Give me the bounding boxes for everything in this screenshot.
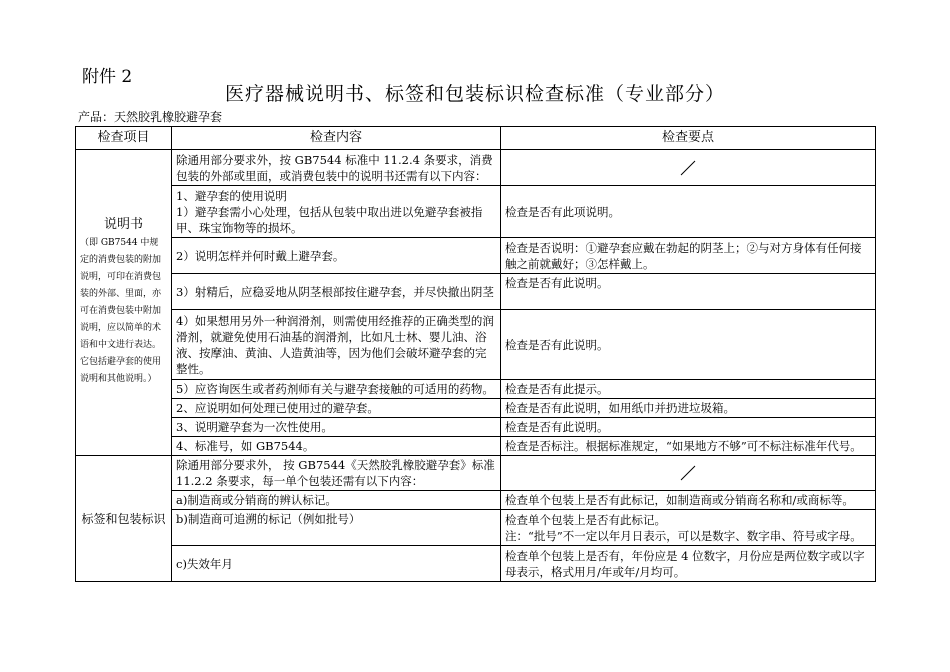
content-cell: 1、避孕套的使用说明 1）避孕套需小心处理，包括从包装中取出进以免避孕套被指甲、珠宝饰物等的损坏。: [172, 186, 501, 238]
section-item-note: （即 GB7544 中规定的消费包装的附加说明，可印在消费包装的外部、里面，亦可在消费包装中附加说明，应以简单的术语和中文进行表达。它包括避孕套的使用说明和其他说明。）: [80, 238, 162, 384]
table-header-row: [76, 127, 876, 150]
diagonal-slash-icon: [680, 465, 696, 481]
content-cell: 3、说明避孕套为一次性使用。: [172, 418, 501, 437]
table-row: [76, 238, 876, 274]
table-row: [76, 399, 876, 418]
point-cell-slash: [501, 456, 876, 491]
point-cell: 检查是否有此说明，如用纸巾并扔进垃圾箱。: [501, 399, 876, 418]
attachment-label: 附件 2: [82, 67, 133, 87]
section-item-manual: [76, 150, 172, 456]
content-cell: 4、标准号，如 GB7544。: [172, 437, 501, 456]
content-cell: 2）说明怎样并何时戴上避孕套。: [172, 238, 501, 274]
content-cell: 3）射精后，应稳妥地从阴茎根部按住避孕套，并尽快撤出阴茎: [172, 274, 501, 310]
table-row: [76, 380, 876, 399]
content-cell: 除通用部分要求外， 按 GB7544《天然胶乳橡胶避孕套》标准 11.2.2 条要求，每一单个包装还需有以下内容：: [172, 456, 501, 491]
content-cell: b)制造商可追溯的标记（例如批号）: [172, 510, 501, 546]
point-cell-slash: [501, 150, 876, 186]
content-cell: 除通用部分要求外，按 GB7544 标准中 11.2.4 条要求，消费包装的外部或里面，或消费包装中的说明书还需有以下内容：: [172, 150, 501, 186]
section-item-title: 标签和包装标识: [81, 511, 166, 526]
point-cell: 检查单个包装上是否有此标记，如制造商或分销商名称和/或商标等。: [501, 491, 876, 510]
table-row: [76, 456, 876, 491]
table-row: [76, 418, 876, 437]
table-row: [76, 150, 876, 186]
table-row: [76, 491, 876, 510]
table-row: [76, 437, 876, 456]
table-row: [76, 310, 876, 380]
table-row: [76, 546, 876, 582]
point-cell: 检查单个包装上是否有，年份应是 4 位数字，月份应是两位数字或以字母表示，格式用月/年或年/月均可。: [501, 546, 876, 582]
content-cell: a)制造商或分销商的辨认标记。: [172, 491, 501, 510]
column-header-item: 检查项目: [76, 127, 172, 150]
table-row: [76, 186, 876, 238]
point-cell: 检查是否有此说明。: [501, 310, 876, 380]
point-cell: 检查是否有此说明。: [501, 274, 876, 310]
content-cell: 2、应说明如何处理已使用过的避孕套。: [172, 399, 501, 418]
product-label: 产品：天然胶乳橡胶避孕套: [78, 110, 223, 124]
point-cell: 检查是否有此说明。: [501, 418, 876, 437]
content-cell: 4）如果想用另外一种润滑剂，则需使用经推荐的正确类型的润滑剂，就避免使用石油基的润滑剂，比如凡士林、婴儿油、浴液、按摩油、黄油、人造黄油等，因为他们会破坏避孕套的完整性。: [172, 310, 501, 380]
section-item-title: 说明书: [103, 217, 143, 232]
point-cell: 检查是否标注。根据标准规定，“如果地方不够”可不标注标准年代号。: [501, 437, 876, 456]
point-cell: 检查是否有此项说明。: [501, 186, 876, 238]
inspection-table: [75, 126, 876, 582]
table-row: [76, 510, 876, 546]
column-header-points: 检查要点: [501, 127, 876, 150]
column-header-content: 检查内容: [172, 127, 501, 150]
document-title: 医疗器械说明书、标签和包装标识检查标准（专业部分）: [224, 83, 725, 105]
section-item-label: [76, 456, 172, 582]
diagonal-slash-icon: [680, 160, 696, 176]
content-cell: 5）应咨询医生或者药剂师有关与避孕套接触的可适用的药物。: [172, 380, 501, 399]
content-cell: c)失效年月: [172, 546, 501, 582]
table-row: [76, 274, 876, 310]
point-cell: 检查是否说明：①避孕套应戴在勃起的阴茎上；②与对方身体有任何接触之前就戴好；③怎样戴上。: [501, 238, 876, 274]
point-cell: 检查是否有此提示。: [501, 380, 876, 399]
point-cell: 检查单个包装上是否有此标记。 注：“批号”不一定以年月日表示，可以是数字、数字串、符号或字母。: [501, 510, 876, 546]
